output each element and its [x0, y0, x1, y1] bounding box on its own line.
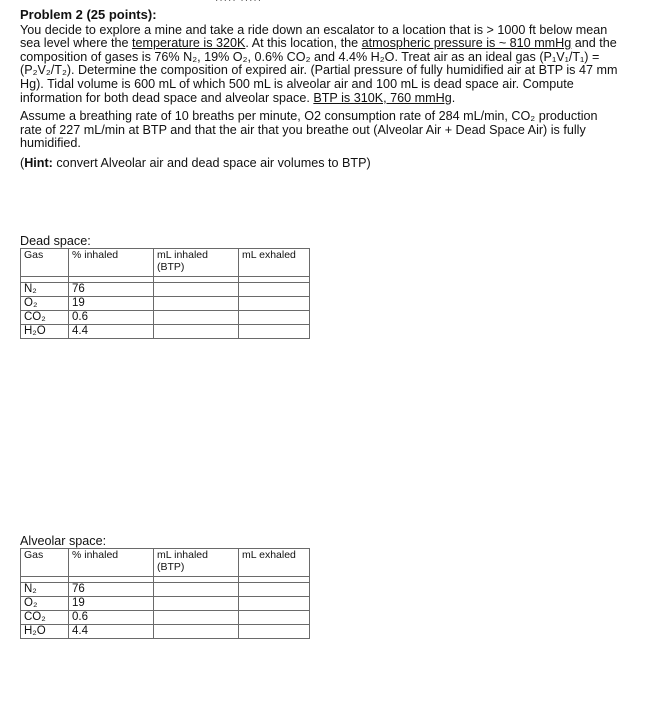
alveolar-space-section	[20, 535, 320, 639]
header-gas: Gas	[21, 249, 69, 277]
ml-exhaled-cell[interactable]	[239, 311, 310, 325]
header-percent-inhaled: % inhaled	[69, 549, 154, 577]
ml-inhaled-cell[interactable]	[154, 325, 239, 339]
ml-exhaled-cell[interactable]	[239, 611, 310, 625]
percent-cell: 76	[69, 583, 154, 597]
pressure-condition: atmospheric pressure is ~ 810 mmHg	[361, 36, 572, 51]
p1-text-2: . At this location, the	[245, 36, 362, 51]
alveolar-space-table	[20, 548, 310, 639]
ml-inhaled-cell[interactable]	[154, 583, 239, 597]
ml-inhaled-cell[interactable]	[154, 625, 239, 639]
percent-cell: 76	[69, 283, 154, 297]
gas-cell: O₂	[21, 597, 69, 611]
p1-text-4: .	[451, 90, 456, 105]
gas-cell: N₂	[21, 583, 69, 597]
gas-cell: CO₂	[21, 611, 69, 625]
table-header-row	[21, 249, 310, 277]
header-ml-inhaled: mL inhaled (BTP)	[154, 249, 239, 277]
table-row	[21, 625, 310, 639]
hint-open-paren: (	[20, 155, 25, 170]
cropped-header-fragment: ····· ·····	[215, 0, 263, 6]
gas-cell: H₂O	[21, 325, 69, 339]
header-ml-exhaled: mL exhaled	[239, 549, 310, 577]
ml-exhaled-cell[interactable]	[239, 283, 310, 297]
ml-inhaled-cell[interactable]	[154, 283, 239, 297]
problem-title: Problem 2 (25 points):	[20, 7, 157, 22]
ml-inhaled-cell[interactable]	[154, 597, 239, 611]
ml-inhaled-cell[interactable]	[154, 611, 239, 625]
hint-text: convert Alveolar air and dead space air volumes to BTP)	[52, 155, 371, 170]
dead-space-section	[20, 235, 320, 339]
percent-cell: 19	[69, 597, 154, 611]
ml-exhaled-cell[interactable]	[239, 625, 310, 639]
percent-cell: 4.4	[69, 325, 154, 339]
p1-text-1: You decide to explore a mine and take a ride down an escalator to a location that is > 1000 ft below mean sea level where the	[20, 22, 608, 51]
dead-space-caption: Dead space:	[20, 234, 91, 248]
table-row	[21, 283, 310, 297]
percent-cell: 4.4	[69, 625, 154, 639]
header-ml-inhaled: mL inhaled (BTP)	[154, 549, 239, 577]
percent-cell: 19	[69, 297, 154, 311]
table-row	[21, 597, 310, 611]
ml-exhaled-cell[interactable]	[239, 597, 310, 611]
header-gas: Gas	[21, 549, 69, 577]
header-percent-inhaled: % inhaled	[69, 249, 154, 277]
ml-exhaled-cell[interactable]	[239, 583, 310, 597]
header-ml-exhaled: mL exhaled	[239, 249, 310, 277]
ml-inhaled-cell[interactable]	[154, 297, 239, 311]
percent-cell: 0.6	[69, 311, 154, 325]
ml-exhaled-cell[interactable]	[239, 325, 310, 339]
hint	[20, 157, 620, 171]
ml-exhaled-cell[interactable]	[239, 297, 310, 311]
table-header-row	[21, 549, 310, 577]
ml-inhaled-cell[interactable]	[154, 311, 239, 325]
problem-paragraph-1	[20, 24, 620, 106]
hint-label: Hint:	[24, 155, 53, 170]
btp-condition: BTP is 310K, 760 mmHg	[313, 90, 452, 105]
table-row	[21, 611, 310, 625]
problem-text	[20, 8, 620, 171]
percent-cell: 0.6	[69, 611, 154, 625]
table-row	[21, 583, 310, 597]
gas-cell: N₂	[21, 283, 69, 297]
p1-text-3: and the composition of gases is 76% N₂, 19% O₂, 0.6% CO₂ and 4.4% H₂O. Treat air as an ideal gas (P₁V₁/T₁) = (P₂V₂/T₂). Determine the composition of expired air. (Partial pressure of fully humidified air at BTP is 47 mm Hg). Tidal volume is 600 mL of which 500 mL is alveolar air and 100 mL is dead space air. Compute information for both dead space and alveolar space.	[20, 36, 618, 105]
problem-paragraph-2: Assume a breathing rate of 10 breaths per minute, O2 consumption rate of 284 mL/min, CO₂ production rate of 227 mL/min at BTP and that the air that you breathe out (Alveolar Air + Dead Space Air) is fully humidified.	[20, 109, 598, 151]
gas-cell: H₂O	[21, 625, 69, 639]
table-row	[21, 325, 310, 339]
gas-cell: CO₂	[21, 311, 69, 325]
temperature-condition: temperature is 320K	[132, 36, 246, 51]
dead-space-table	[20, 248, 310, 339]
table-row	[21, 311, 310, 325]
table-row	[21, 297, 310, 311]
gas-cell: O₂	[21, 297, 69, 311]
alveolar-space-caption: Alveolar space:	[20, 534, 107, 548]
